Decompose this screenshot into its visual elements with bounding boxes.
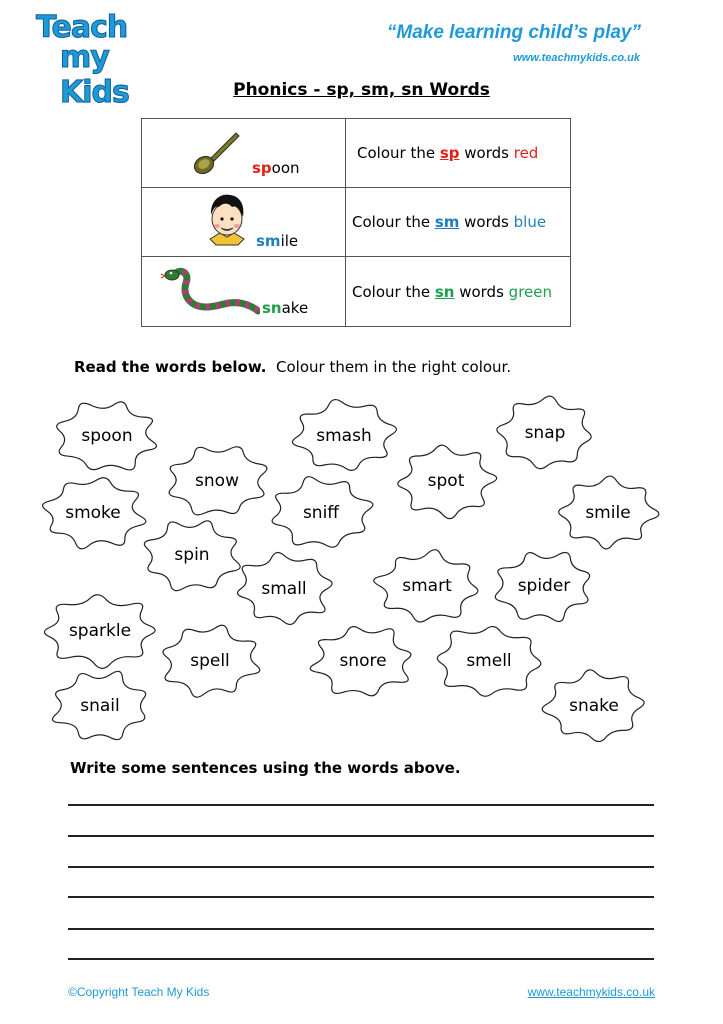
splat-word: smoke (65, 503, 121, 523)
splat-word: smile (585, 503, 631, 523)
splat-word: sniff (302, 503, 340, 523)
teach-my-kids-logo (36, 10, 166, 110)
key-text: Colour the (357, 144, 440, 162)
splat-word: snow (195, 471, 239, 491)
splat-word: snail (80, 696, 120, 716)
key-row-sm (142, 188, 570, 257)
splat-word: sparkle (68, 621, 132, 641)
instructions-normal: Colour them in the right colour. (276, 358, 512, 376)
key-text: words (459, 213, 514, 231)
word-splat-snake[interactable] (538, 665, 650, 747)
word-splat-sparkle[interactable] (34, 590, 166, 672)
splat-word: smart (402, 576, 452, 596)
page-title: Phonics - sp, sm, sn Words (233, 80, 490, 100)
key-row-sn (142, 257, 570, 326)
splat-word: snap (524, 423, 566, 443)
key-row-sn-picture-cell (142, 257, 346, 326)
key-prefix: sp (252, 159, 272, 177)
word-splat-smoke[interactable] (34, 472, 152, 554)
key-word-snake (262, 299, 308, 317)
snake-icon (160, 263, 260, 321)
word-splat-snow[interactable] (158, 440, 276, 522)
splat-word: smell (466, 651, 512, 671)
writing-prompt: Write some sentences using the words above. (70, 759, 461, 777)
tagline: “Make learning child’s play” (386, 22, 641, 43)
key-text: Colour the (352, 282, 435, 301)
key-colour-word: blue (513, 213, 547, 231)
writing-line[interactable] (68, 896, 654, 898)
key-text: words (454, 282, 509, 301)
key-rest: ake (281, 299, 309, 317)
header-website[interactable]: www.teachmykids.co.uk (513, 52, 640, 64)
key-colour-word: red (513, 144, 539, 162)
key-prefix: sn (262, 299, 282, 317)
word-splat-smile[interactable] (552, 472, 664, 554)
writing-line[interactable] (68, 804, 654, 806)
word-splat-small[interactable] (228, 548, 340, 630)
writing-line[interactable] (68, 835, 654, 837)
footer-website-link[interactable]: www.teachmykids.co.uk (527, 985, 655, 999)
key-prefix: sm (256, 232, 281, 250)
word-splat-snore[interactable] (304, 620, 422, 702)
key-prefix-underlined: sm (434, 213, 460, 231)
key-rest: oon (271, 159, 300, 177)
colour-key-table (141, 118, 571, 327)
splat-word: small (261, 579, 307, 599)
splat-word: spoon (81, 426, 133, 446)
spoon-icon (190, 127, 250, 177)
splat-word: spell (190, 651, 230, 671)
word-splat-snap[interactable] (490, 392, 600, 474)
key-text: Colour the (352, 213, 435, 231)
key-word-spoon (252, 159, 300, 177)
footer-copyright: ©Copyright Teach My Kids (68, 985, 210, 999)
splat-word: spider (517, 576, 571, 596)
key-row-sp (142, 119, 570, 188)
writing-line[interactable] (68, 958, 654, 960)
word-splat-spider[interactable] (488, 545, 600, 627)
word-splat-spot[interactable] (390, 440, 502, 522)
splat-word: snore (339, 651, 387, 671)
splat-word: spin (174, 545, 210, 565)
word-splat-spoon[interactable] (48, 395, 166, 477)
logo-line1: Teach (36, 10, 128, 45)
instructions (74, 358, 511, 376)
key-row-sp-picture-cell (142, 119, 346, 187)
key-row-sm-picture-cell (142, 188, 346, 256)
word-splat-smell[interactable] (428, 620, 550, 702)
logo-line2: my Kids (60, 40, 129, 110)
key-word-smile (256, 232, 298, 250)
word-splat-smash[interactable] (285, 395, 403, 477)
word-splat-smart[interactable] (368, 545, 486, 627)
key-text: words (459, 144, 514, 162)
key-prefix-underlined: sp (439, 144, 460, 162)
word-splat-spell[interactable] (154, 620, 266, 702)
word-splat-snail[interactable] (44, 665, 156, 747)
splat-word: smash (316, 426, 372, 446)
instructions-bold: Read the words below. (74, 358, 267, 376)
word-splat-sniff[interactable] (262, 472, 380, 554)
key-instruction-sm (352, 188, 570, 256)
writing-line[interactable] (68, 866, 654, 868)
boy-face-icon (202, 191, 252, 247)
key-colour-word: green (508, 282, 552, 301)
key-instruction-sn (352, 257, 570, 326)
splat-word: snake (569, 696, 619, 716)
writing-line[interactable] (68, 928, 654, 930)
key-rest: ile (280, 232, 299, 250)
key-prefix-underlined: sn (434, 282, 455, 301)
splat-word: spot (427, 471, 465, 491)
key-instruction-sp (357, 119, 575, 187)
